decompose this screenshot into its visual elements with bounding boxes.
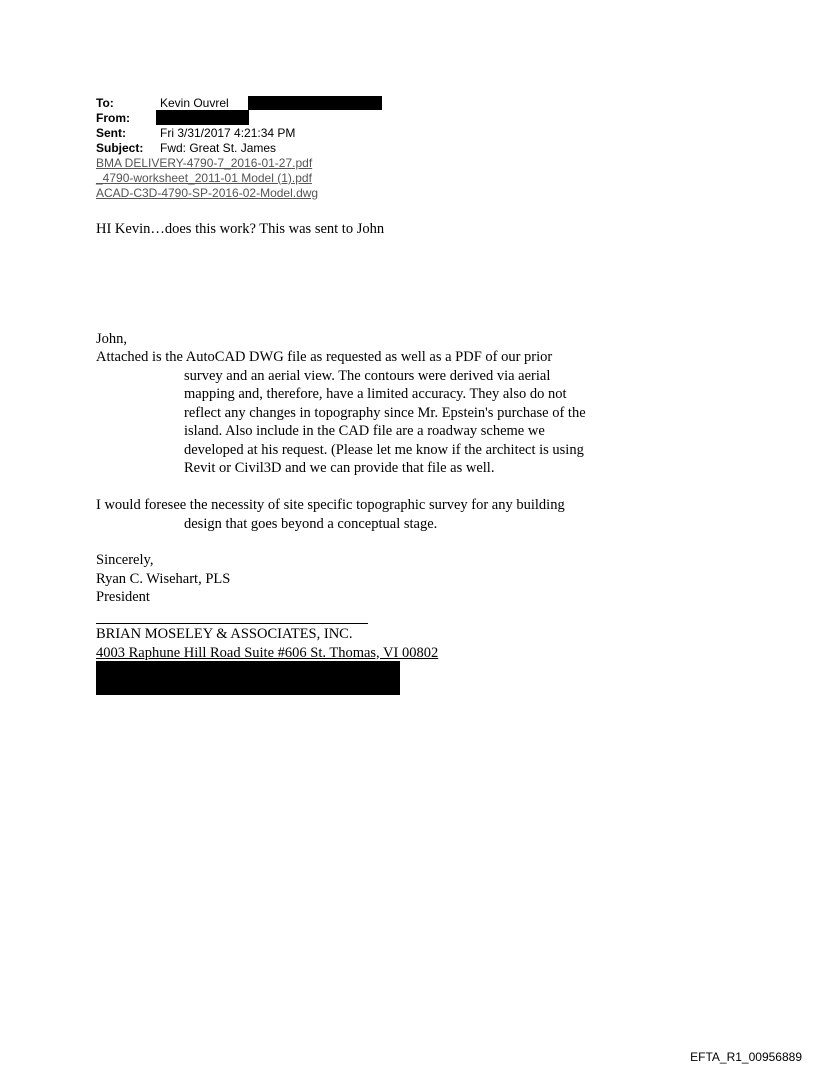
subject-value: Fwd: Great St. James bbox=[160, 141, 277, 155]
paragraph-attachments bbox=[96, 348, 586, 478]
paragraph-line: developed at his request. (Please let me know if the architect is using bbox=[184, 441, 584, 458]
paragraph-line: design that goes beyond a conceptual stage. bbox=[184, 515, 438, 532]
redaction-bar-from bbox=[156, 110, 249, 125]
from-label: From: bbox=[96, 111, 130, 125]
redaction-bar-contact bbox=[96, 661, 400, 695]
company-block bbox=[96, 625, 438, 662]
company-name: BRIAN MOSELEY & ASSOCIATES, INC. bbox=[96, 626, 353, 642]
to-value: Kevin Ouvrel bbox=[160, 96, 229, 110]
sent-value: Fri 3/31/2017 4:21:34 PM bbox=[160, 126, 296, 140]
paragraph-line: island. Also include in the CAD file are a roadway scheme we bbox=[184, 423, 545, 439]
attachment-link[interactable]: ACAD-C3D-4790-SP-2016-02-Model.dwg bbox=[96, 186, 319, 200]
to-label: To: bbox=[96, 96, 114, 110]
document-id: EFTA_R1_00956889 bbox=[690, 1050, 802, 1064]
paragraph-line: reflect any changes in topography since Mr. Epstein's purchase of the bbox=[184, 404, 586, 421]
attachment-link[interactable]: _4790-worksheet_2011-01 Model (1).pdf bbox=[96, 171, 312, 185]
greeting: John, bbox=[96, 331, 128, 347]
subject-row bbox=[96, 141, 318, 156]
sent-label: Sent: bbox=[96, 126, 126, 140]
paragraph-line: Attached is the AutoCAD DWG file as requested as well as a PDF of our prior bbox=[96, 349, 553, 365]
paragraph-line: survey and an aerial view. The contours were derived via aerial bbox=[184, 367, 551, 384]
sent-row bbox=[96, 126, 318, 141]
redaction-bar-to bbox=[248, 96, 382, 110]
paragraph-line: mapping and, therefore, have a limited accuracy. They also do not bbox=[184, 386, 567, 402]
paragraph-survey bbox=[96, 496, 565, 533]
paragraph-line: I would foresee the necessity of site specific topographic survey for any building bbox=[96, 497, 565, 513]
closing: Sincerely, bbox=[96, 552, 154, 568]
subject-label: Subject: bbox=[96, 141, 144, 155]
attachment-link[interactable]: BMA DELIVERY-4790-7_2016-01-27.pdf bbox=[96, 156, 313, 170]
signer-name: Ryan C. Wisehart, PLS bbox=[96, 570, 231, 587]
company-address: 4003 Raphune Hill Road Suite #606 St. Thomas, VI 00802 bbox=[96, 644, 439, 661]
signer-title: President bbox=[96, 589, 150, 605]
paragraph-line: Revit or Civil3D and we can provide that file as well. bbox=[184, 460, 495, 476]
signature-block bbox=[96, 551, 230, 607]
intro-line: HI Kevin…does this work? This was sent to John bbox=[96, 221, 385, 237]
signature-divider bbox=[96, 623, 368, 624]
